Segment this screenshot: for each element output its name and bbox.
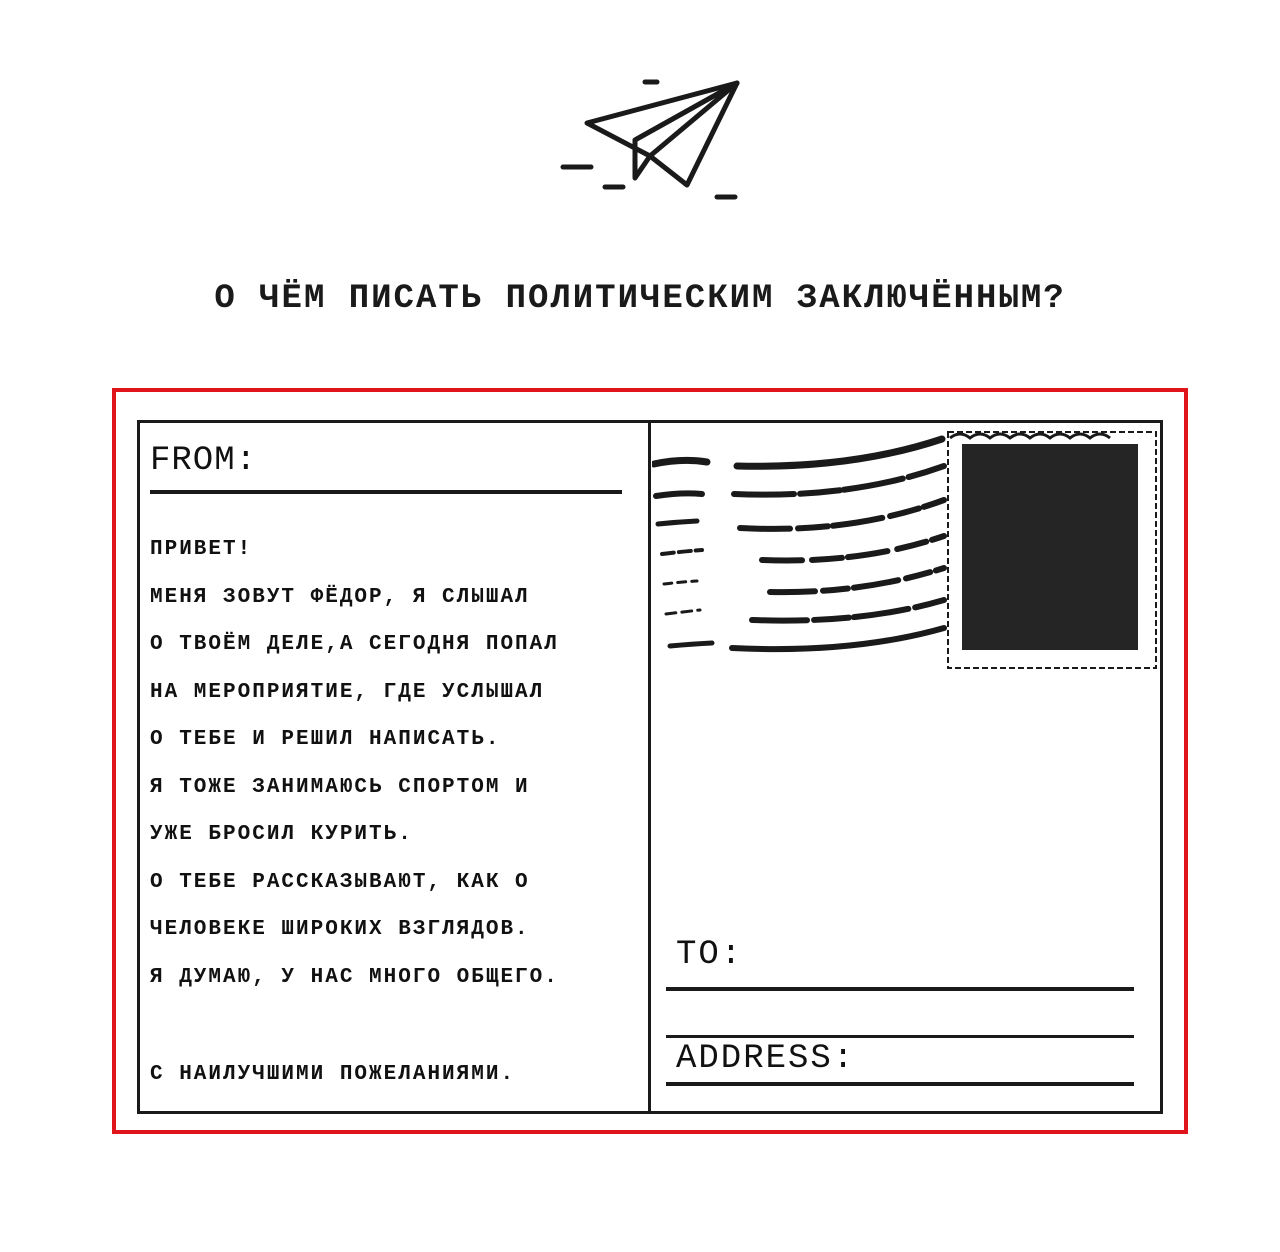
from-line: [150, 490, 622, 494]
address-label: ADDRESS:: [676, 1040, 856, 1078]
address-top-line: [666, 1035, 1134, 1038]
postmark-wavy-lines-icon: [652, 424, 1160, 674]
letter-line: ЧЕЛОВЕКЕ ШИРОКИХ ВЗГЛЯДОВ.: [150, 918, 530, 941]
paper-plane-icon: [555, 70, 745, 210]
letter-body: [150, 538, 650, 1013]
page-title: О ЧЁМ ПИСАТЬ ПОЛИТИЧЕСКИМ ЗАКЛЮЧЁННЫМ?: [214, 280, 1066, 318]
address-line: [666, 1082, 1134, 1086]
letter-signoff: С НАИЛУЧШИМИ ПОЖЕЛАНИЯМИ.: [150, 1063, 516, 1086]
letter-line: О ТЕБЕ И РЕШИЛ НАПИСАТЬ.: [150, 728, 501, 751]
to-label: TO:: [676, 936, 744, 974]
letter-line: ПРИВЕТ!: [150, 538, 253, 561]
to-line: [666, 987, 1134, 991]
letter-line: О ТВОЁМ ДЕЛЕ,А СЕГОДНЯ ПОПАЛ: [150, 633, 559, 656]
postage-stamp-icon: [948, 432, 1156, 668]
letter-line: УЖЕ БРОСИЛ КУРИТЬ.: [150, 823, 413, 846]
from-label: FROM:: [150, 442, 258, 480]
letter-line: Я ДУМАЮ, У НАС МНОГО ОБЩЕГО.: [150, 965, 559, 989]
letter-line: Я ТОЖЕ ЗАНИМАЮСЬ СПОРТОМ И: [150, 775, 530, 799]
letter-line: НА МЕРОПРИЯТИЕ, ГДЕ УСЛЫШАЛ: [150, 680, 545, 704]
letter-line: О ТЕБЕ РАССКАЗЫВАЮТ, КАК О: [150, 870, 530, 894]
letter-line: МЕНЯ ЗОВУТ ФЁДОР, Я СЛЫШАЛ: [150, 585, 530, 609]
